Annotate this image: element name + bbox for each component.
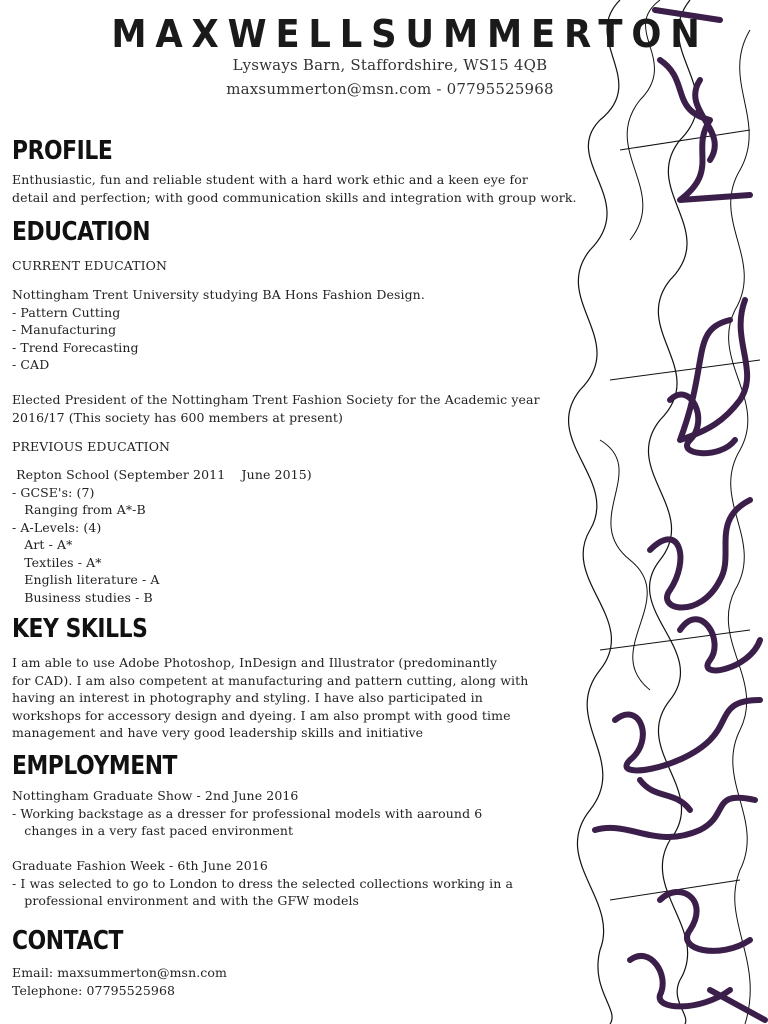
previous-education-label: PREVIOUS EDUCATION xyxy=(12,439,171,454)
profile-line-1: Enthusiastic, fun and reliable student with a hard work ethic and a keen eye for xyxy=(12,172,528,187)
previous-education-line: Art - A* xyxy=(12,537,73,552)
contact-phone: Telephone: 07795525968 xyxy=(12,983,176,998)
education-heading: EDUCATION xyxy=(12,217,151,247)
employment-heading: EMPLOYMENT xyxy=(12,751,178,781)
job-1-line: Nottingham Graduate Show - 2nd June 2016 xyxy=(12,788,299,803)
society-line: Elected President of the Nottingham Trent Fashion Society for the Academic year xyxy=(12,392,540,407)
skills-line: having an interest in photography and styling. I have also participated in xyxy=(12,690,483,705)
current-education-label: CURRENT EDUCATION xyxy=(12,258,168,273)
profile-heading: PROFILE xyxy=(12,136,113,166)
scribble-purple-line xyxy=(680,619,760,670)
candidate-name: MAXWELLSUMMERTON xyxy=(111,12,709,56)
job-2-line: - I was selected to go to London to dress the selected collections working in a xyxy=(12,875,514,891)
job-1-line: - Working backstage as a dresser for professional models with aaround 6 xyxy=(12,805,483,821)
profile-line-2: detail and perfection; with good communication skills and integration with group work. xyxy=(12,189,577,205)
contact-email: Email: maxsummerton@msn.com xyxy=(12,965,227,980)
contact-line: maxsummerton@msn.com - 07795525968 xyxy=(226,80,554,98)
scribble-purple-line xyxy=(670,395,735,454)
previous-education-line: Textiles - A* xyxy=(12,554,102,570)
previous-education-line: English literature - A xyxy=(12,572,160,587)
job-2-line: professional environment and with the GFW models xyxy=(12,893,360,908)
previous-education-line: Business studies - B xyxy=(12,589,153,605)
society-line: 2016/17 (This society has 600 members at present) xyxy=(12,409,344,425)
current-education-line: - Pattern Cutting xyxy=(12,304,121,320)
job-1-line: changes in a very fast paced environment xyxy=(12,823,294,838)
scribble-purple-line xyxy=(710,990,765,1020)
job-2-line: Graduate Fashion Week - 6th June 2016 xyxy=(12,858,268,873)
skills-line: workshops for accessory design and dyeing. I am also prompt with good time xyxy=(12,707,511,723)
previous-education-line: - A-Levels: (4) xyxy=(12,519,102,535)
scribble-purple-line xyxy=(680,300,747,440)
skills-line: management and have very good leadership skills and initiative xyxy=(12,725,424,740)
contact-heading: CONTACT xyxy=(12,926,123,956)
current-education-line: - Manufacturing xyxy=(12,322,117,337)
current-education-line: - Trend Forecasting xyxy=(12,339,139,355)
scribble-purple-line xyxy=(660,892,750,951)
current-education-line: Nottingham Trent University studying BA Hons Fashion Design. xyxy=(12,287,425,302)
previous-education-line: - GCSE's: (7) xyxy=(12,484,95,500)
address-line: Lysways Barn, Staffordshire, WS15 4QB xyxy=(232,56,548,74)
previous-education-line: Repton School (September 2011 June 2015) xyxy=(12,467,312,482)
scribble-thin-line xyxy=(648,0,697,1024)
key-skills-heading: KEY SKILLS xyxy=(12,614,148,644)
scribble-thin-line xyxy=(728,30,750,1024)
skills-line: I am able to use Adobe Photoshop, InDesign and Illustrator (predominantly xyxy=(12,655,498,670)
current-education-line: - CAD xyxy=(12,357,50,372)
skills-line: for CAD). I am also competent at manufacturing and pattern cutting, along with xyxy=(12,672,529,688)
previous-education-line: Ranging from A*-B xyxy=(12,502,146,517)
